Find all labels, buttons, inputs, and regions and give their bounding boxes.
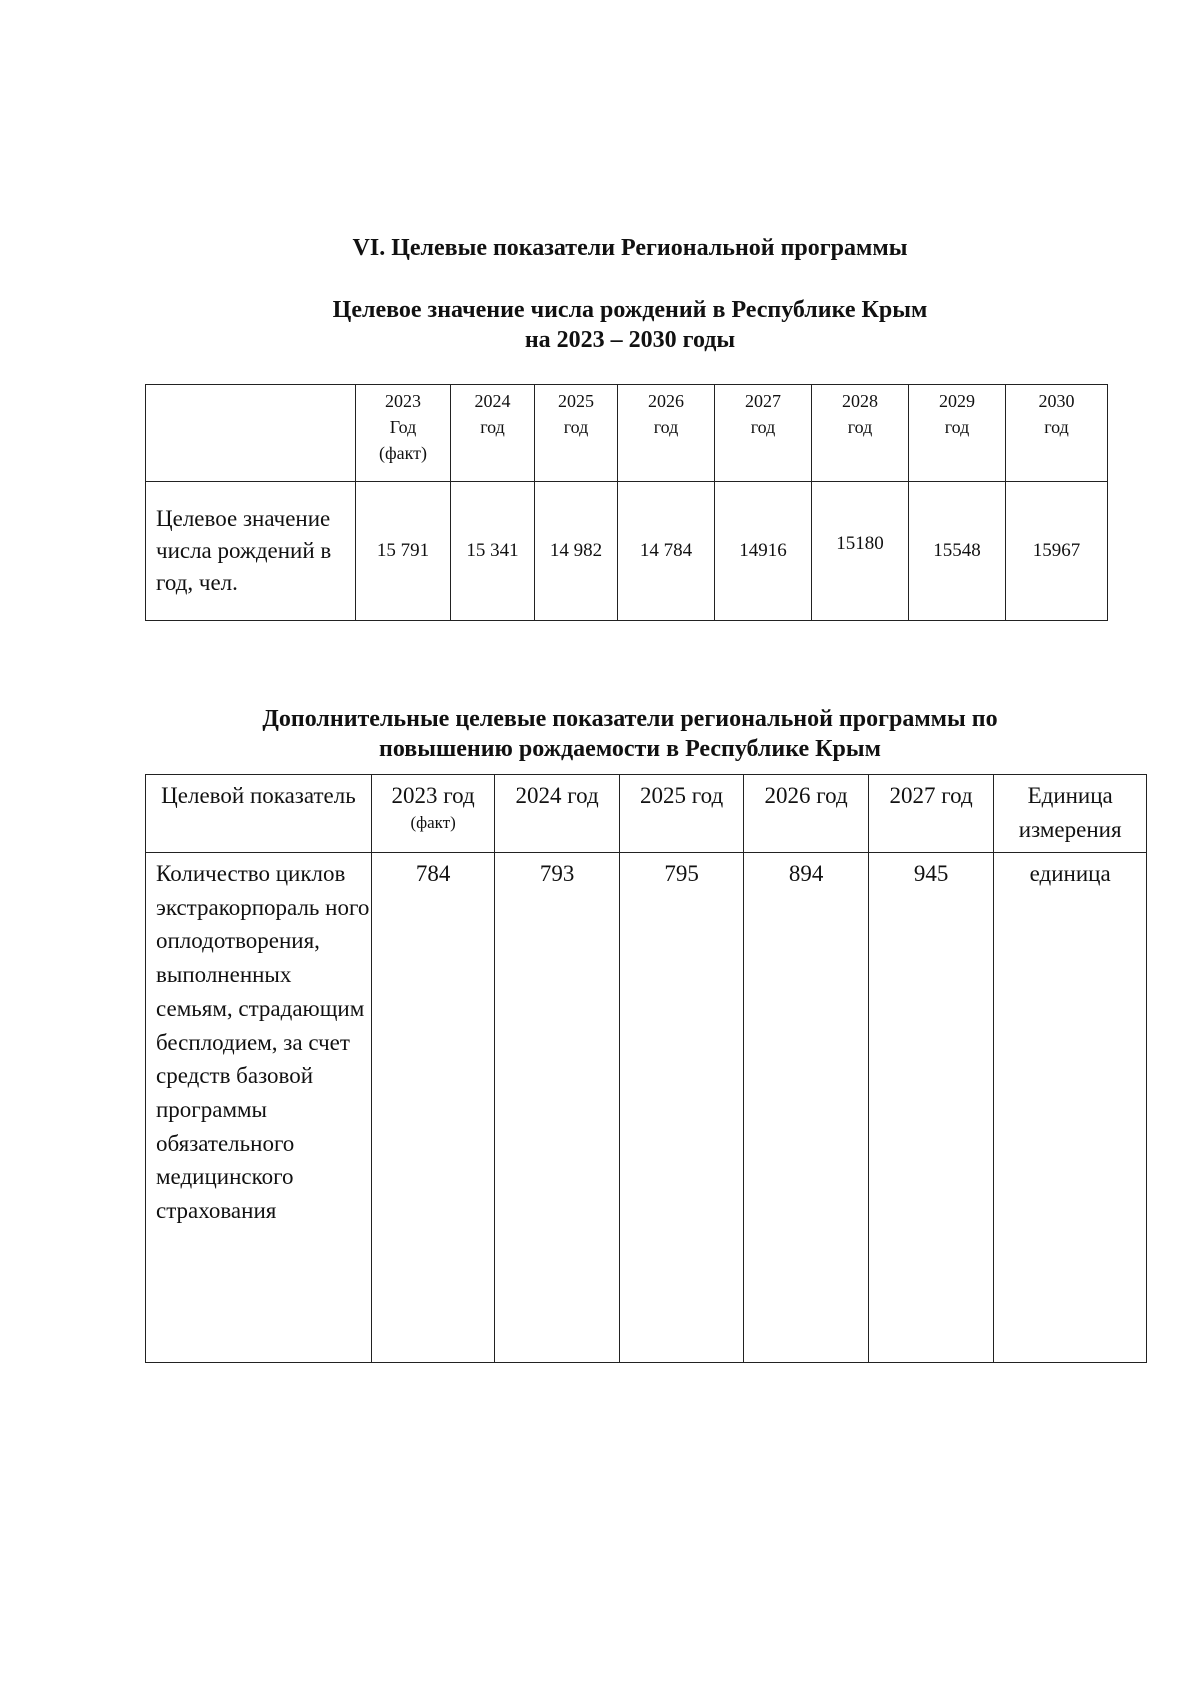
table2-title [140,704,1120,764]
table1-header-unit: год [653,417,679,437]
table1-header-unit: год [944,417,970,437]
table2-header-year-label: 2023 год [391,783,475,808]
table1-value-cell: 15967 [1006,482,1108,621]
table2-value-cell: 894 [744,853,868,1363]
table2-header-year [371,775,494,853]
table1-value-cell: 14 784 [618,482,715,621]
table1-title [140,295,1120,355]
table2-data-row [146,853,1147,1363]
table1-header-cell [715,385,812,482]
table2-header-year: 2024 год [495,775,619,853]
table1-header-note: (факт) [378,443,427,463]
table1-header-unit: год [1044,417,1069,437]
table1-header-cell [451,385,535,482]
table2-value-cell: 945 [868,853,994,1363]
table2-title-line1: Дополнительные целевые показатели региональной программы по [262,706,998,732]
table1-value-cell: 15 791 [356,482,451,621]
table1-value-cell: 15180 [812,482,909,621]
table1-value-cell: 15 341 [451,482,535,621]
table1-value-cell: 15548 [909,482,1006,621]
table1-header-year: 2025 [558,391,594,411]
table1-header-unit: год [847,417,873,437]
table1-row-label: Целевое значение числа рождений в год, чел. [146,482,356,621]
table1-value-cell: 14 982 [535,482,618,621]
table1-header-year: 2026 [648,391,684,411]
table1-header-year: 2029 [939,391,975,411]
table1-header-year: 2024 [474,391,511,411]
table1-header-unit: год [563,417,589,437]
table1-header-unit: год [750,417,776,437]
births-target-table [145,384,1108,621]
table1-value-cell: 14916 [715,482,812,621]
table1-header-cell [1006,385,1108,482]
table2-header-unit: Единица измерения [994,775,1147,853]
additional-indicators-table [145,774,1147,1363]
table1-title-line1: Целевое значение числа рождений в Республике Крым [332,297,928,323]
table1-header-year: 2030 [1038,391,1075,411]
table1-header-year: 2028 [842,391,878,411]
table1-header-row [146,385,1108,482]
table2-header-year: 2025 год [619,775,743,853]
table2-value-cell: 784 [371,853,494,1363]
table1-header-cell [812,385,909,482]
table1-data-row [146,482,1108,621]
table2-header-year: 2027 год [868,775,994,853]
table1-header-cell [356,385,451,482]
table2-row-label: Количество циклов экстракорпораль ного оплодотворения, выполненных семьям, страдающим бесплодием, за счет средств базовой программы обязательного медицинского страхования [146,853,372,1363]
table2-header-year: 2026 год [744,775,868,853]
table1-header-year: 2027 [745,391,781,411]
section-title: VI. Целевые показатели Региональной программы [352,235,908,261]
table1-header-empty [146,385,356,482]
table1-header-cell [909,385,1006,482]
table2-value-cell: 793 [495,853,619,1363]
table2-unit-cell: единица [994,853,1147,1363]
table2-header-fact-note: (факт) [410,813,456,832]
table2-value-cell: 795 [619,853,743,1363]
table2-title-line2: повышению рождаемости в Республике Крым [379,736,881,762]
table1-title-line2: на 2023 – 2030 годы [524,327,736,353]
table1-header-cell [618,385,715,482]
table1-header-unit: год [480,417,505,437]
table2-header-indicator: Целевой показатель [146,775,372,853]
table1-header-cell [535,385,618,482]
table1-header-year: 2023 [385,391,421,411]
table1-header-unit: Год [389,417,417,437]
table2-header-row [146,775,1147,853]
